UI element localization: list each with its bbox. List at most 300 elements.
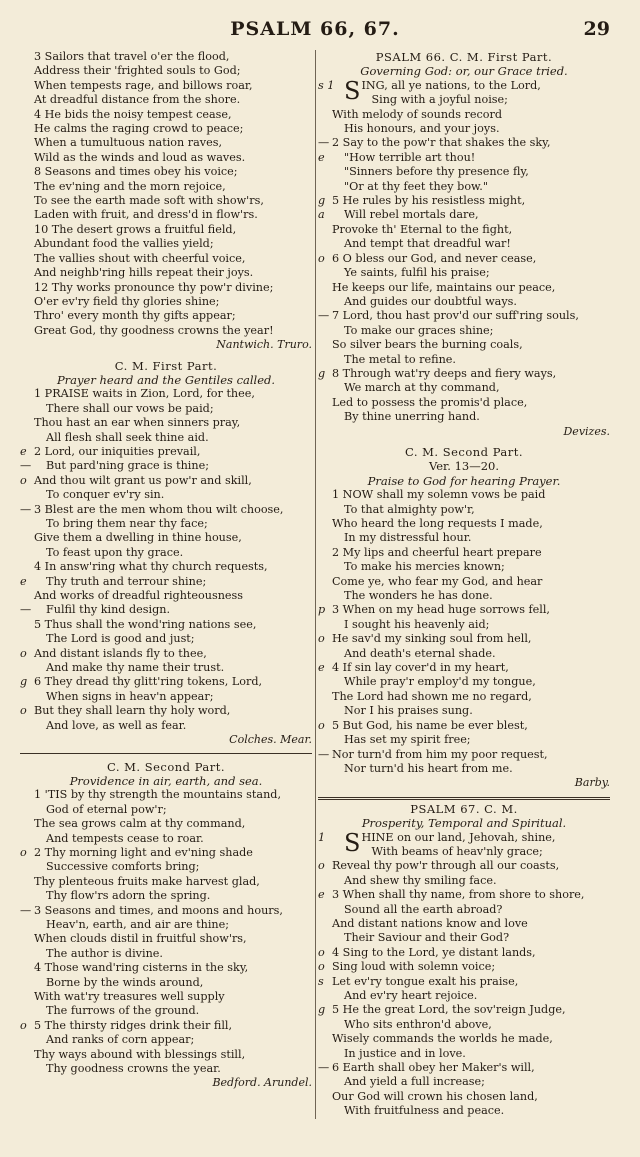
verse-text: 6 They dread thy glitt'ring tokens, Lord,	[34, 675, 263, 689]
verse-line	[20, 122, 312, 136]
verse-line	[20, 575, 312, 589]
hymn-verses	[318, 108, 610, 425]
section-subtitle: Prayer heard and the Gentiles called.	[56, 372, 276, 387]
verse-line	[20, 990, 312, 1004]
verse-text: Ye saints, fulfil his praise;	[344, 266, 490, 280]
verse-text: When clouds distil in fruitful show'rs,	[34, 932, 247, 946]
verse-text: And distant nations know and love	[332, 916, 528, 930]
verse-line	[20, 947, 312, 961]
verse-text: 1 NOW shall my solemn vows be paid	[332, 488, 546, 502]
dynamics-mark: o	[318, 632, 325, 646]
verse-text: 4 Sing to the Lord, ye distant lands,	[332, 945, 536, 959]
verse-line	[318, 396, 610, 410]
verse-text: 1 'TIS by thy strength the mountains stand,	[34, 788, 282, 802]
verse-text: Who heard the long requests I made,	[332, 517, 543, 530]
verse-line	[318, 295, 610, 309]
tune-names: Devizes.	[563, 424, 610, 438]
verse-text: 6 Earth shall obey her Maker's will,	[332, 1061, 535, 1075]
dynamics-mark: a	[318, 208, 325, 222]
psalm-separator	[318, 797, 610, 800]
verse-line	[20, 165, 312, 179]
verse-line	[20, 1004, 312, 1018]
verse-line	[318, 946, 610, 960]
dynamics-mark: —	[20, 459, 32, 473]
tune-names: Barby.	[574, 776, 610, 790]
verse-text: To see the earth made soft with show'rs,	[34, 194, 264, 208]
verse-text: Who sits enthron'd above,	[344, 1017, 492, 1031]
verse-line	[20, 976, 312, 990]
dynamics-mark: g	[20, 675, 28, 689]
verse-line	[318, 888, 610, 902]
verse-text: 8 Through wat'ry deeps and fiery ways,	[332, 366, 557, 380]
verse-line	[20, 546, 312, 560]
dynamics-mark: —	[20, 502, 32, 516]
dynamics-mark: o	[20, 704, 27, 718]
verse-line	[20, 474, 312, 488]
verse-line	[20, 431, 312, 445]
verse-line	[318, 859, 610, 873]
verse-text: We march at thy command,	[344, 381, 500, 395]
verse-line	[318, 1075, 610, 1089]
verse-line	[318, 252, 610, 266]
verse-text: Sing with a joyful noise;	[371, 93, 508, 107]
dynamics-mark: —	[20, 603, 32, 617]
dynamics-mark: g	[318, 1003, 326, 1017]
verse-line	[20, 402, 312, 416]
verse-line	[318, 517, 610, 531]
verse-text: The metal to refine.	[344, 352, 456, 366]
section-rule	[20, 753, 312, 754]
verse-text: 4 He bids the noisy tempest cease,	[34, 107, 232, 121]
verse-text: He calms the raging crowd to peace;	[34, 122, 244, 136]
dynamics-mark: —	[318, 136, 330, 150]
verse-line	[20, 632, 312, 646]
verse-line	[318, 1047, 610, 1061]
verse-text: 4 If sin lay cover'd in my heart,	[332, 661, 509, 675]
verse-line	[20, 661, 312, 675]
verse-line	[318, 632, 610, 646]
verse-line	[318, 1061, 610, 1075]
verse-text: With fruitfulness and peace.	[344, 1104, 505, 1118]
verse-line	[20, 817, 312, 831]
verse-line	[318, 237, 610, 251]
section-heading: C. M. First Part.	[114, 358, 218, 373]
dynamics-mark: o	[20, 646, 27, 660]
verse-line	[20, 252, 312, 266]
dynamics-mark: —	[318, 747, 330, 761]
verse-text: Thy plenteous fruits make harvest glad,	[34, 874, 260, 888]
verse-text: 7 Lord, thou hast prov'd our suff'ring souls,	[332, 309, 579, 323]
verse-text: Heav'n, earth, and air are thine;	[46, 917, 230, 931]
verse-text: 3 When on my head huge sorrows fell,	[332, 603, 550, 617]
verse-line	[20, 904, 312, 918]
verse-line	[20, 459, 312, 473]
verse-text: He sav'd my sinking soul from hell,	[332, 632, 532, 646]
verse-line	[318, 975, 610, 989]
verse-text: 2 Say to the pow'r that shakes the sky,	[332, 136, 551, 150]
verse-text: Their Saviour and their God?	[344, 931, 510, 945]
verse-text: Fulfil thy kind design.	[46, 603, 171, 617]
verse-text: In justice and in love.	[344, 1046, 466, 1060]
verse-line	[318, 661, 610, 675]
tune-names: Bedford. Arundel.	[212, 1076, 312, 1090]
verse-line	[318, 560, 610, 574]
dynamics-mark: e	[318, 888, 325, 902]
dynamics-mark: o	[318, 251, 325, 265]
verse-line	[20, 690, 312, 704]
verse-line	[20, 961, 312, 975]
dynamics-mark: —	[318, 1061, 330, 1075]
verse-text: "Or at thy feet they bow."	[344, 179, 488, 193]
verse-text: 5 He rules by his resistless might,	[332, 194, 526, 208]
verse-text: The wonders he has done.	[344, 589, 493, 603]
verse-text: The author is divine.	[46, 946, 163, 960]
verse-line	[318, 675, 610, 689]
verse-line	[318, 989, 610, 1003]
verse-line	[20, 223, 312, 237]
verse-text: Provoke th' Eternal to the fight,	[332, 222, 513, 236]
verse-text: And make thy name their trust.	[46, 661, 225, 675]
verse-line	[20, 788, 312, 802]
verse-line	[20, 503, 312, 517]
dynamics-mark: g	[318, 194, 326, 208]
verse-text: Sound all the earth abroad?	[344, 902, 503, 916]
dynamics-mark: o	[318, 945, 325, 959]
verse-text: But pard'ning grace is thine;	[46, 459, 209, 473]
dynamics-mark: g	[318, 366, 326, 380]
section-subtitle: Prosperity, Temporal and Spiritual.	[361, 816, 567, 831]
verse-text: And ev'ry heart rejoice.	[344, 989, 478, 1002]
verse-line	[20, 647, 312, 661]
verse-line	[318, 353, 610, 367]
verse-text: 5 Thus shall the wond'ring nations see,	[34, 617, 257, 631]
verse-line	[318, 281, 610, 295]
verse-line	[318, 180, 610, 194]
verse-line	[20, 108, 312, 122]
psalm-65-continued	[20, 50, 312, 338]
verse-text: I sought his heavenly aid;	[344, 617, 490, 631]
verse-line	[20, 79, 312, 93]
verse-text: And neighb'ring hills repeat their joys.	[34, 266, 254, 280]
verse-mark: 1	[318, 830, 326, 844]
verse-text: And yield a full increase;	[344, 1075, 485, 1089]
verse-text: By thine unerring hand.	[344, 410, 480, 424]
verse-line	[318, 719, 610, 733]
verse-text: ING, all ye nations, to the Lord,	[361, 78, 541, 92]
column-divider	[315, 50, 316, 1119]
verse-line	[318, 874, 610, 888]
dynamics-mark: s	[318, 974, 324, 988]
dynamics-mark: o	[318, 718, 325, 732]
verse-line	[318, 575, 610, 589]
verse-line	[20, 589, 312, 603]
verse-text: While pray'r employ'd my tongue,	[344, 675, 536, 689]
verse-text: Thy truth and terrour shine;	[46, 574, 207, 588]
section-heading: C. M. Second Part.	[106, 759, 226, 774]
verse-text: 2 Lord, our iniquities prevail,	[34, 444, 201, 458]
verse-text: Wisely commands the worlds he made,	[332, 1032, 553, 1046]
verse-text: Will rebel mortals dare,	[344, 208, 479, 222]
verse-text: And shew thy smiling face.	[344, 873, 497, 887]
drop-cap-line	[318, 828, 610, 860]
verse-text: 12 Thy works pronounce thy pow'r divine;	[34, 280, 274, 294]
verse-text: 5 But God, his name be ever blest,	[332, 718, 528, 732]
verse-line	[20, 704, 312, 718]
verse-text: "How terrible art thou!	[344, 150, 476, 164]
verse-line	[318, 367, 610, 381]
verse-line	[318, 618, 610, 632]
verse-text: With melody of sounds record	[332, 107, 502, 121]
verse-text: To bring them near thy face;	[46, 517, 208, 530]
verse-text: 3 Seasons and times, and moons and hours,	[34, 903, 283, 917]
verse-line	[318, 748, 610, 762]
verse-text: O'er ev'ry field thy glories shine;	[34, 294, 220, 308]
verse-text: And guides our doubtful ways.	[344, 294, 517, 308]
verse-text: And tempt that dreadful war!	[344, 237, 511, 251]
dynamics-mark: o	[20, 473, 27, 487]
verse-text: 8 Seasons and times obey his voice;	[34, 165, 238, 179]
verse-line	[318, 1032, 610, 1046]
left-column	[20, 50, 312, 1119]
verse-text: The furrows of the ground.	[46, 1004, 200, 1018]
verse-line	[318, 690, 610, 704]
verse-text: Our God will crown his chosen land,	[332, 1089, 538, 1103]
verse-text: To conquer ev'ry sin.	[46, 488, 165, 502]
verse-line	[20, 194, 312, 208]
verse-line	[20, 618, 312, 632]
verse-line	[20, 719, 312, 733]
verse-line	[20, 50, 312, 64]
verse-line	[20, 1048, 312, 1062]
verse-text: But they shall learn thy holy word,	[34, 704, 231, 718]
dynamics-mark: —	[20, 903, 32, 917]
verse-mark: s 1	[318, 78, 335, 92]
verse-text: 4 Those wand'ring cisterns in the sky,	[34, 961, 249, 975]
tune-names: Colches. Mear.	[229, 733, 312, 747]
verse-line	[20, 309, 312, 323]
verse-text: And ranks of corn appear;	[46, 1033, 195, 1047]
page-header	[20, 16, 610, 44]
verse-text: Abundant food the vallies yield;	[34, 237, 214, 251]
verse-line	[20, 93, 312, 107]
psalm-heading: PSALM 66. C. M. First Part.	[375, 50, 553, 64]
verse-text: Thro' every month thy gifts appear;	[34, 309, 236, 323]
verse-line	[318, 324, 610, 338]
verse-text: Thy ways abound with blessings still,	[34, 1047, 246, 1061]
tune-names: Nantwich. Truro.	[216, 338, 312, 352]
verse-line	[318, 603, 610, 617]
verse-text: 2 Thy morning light and ev'ning shade	[34, 845, 253, 859]
verse-text: HINE on our land, Jehovah, shine,	[361, 830, 556, 844]
verse-line	[318, 122, 610, 136]
verse-line	[318, 488, 610, 502]
verse-text: In my distressful hour.	[344, 531, 472, 545]
dynamics-mark: e	[318, 150, 325, 164]
verse-line	[20, 237, 312, 251]
verse-text: Let ev'ry tongue exalt his praise,	[332, 974, 519, 988]
verse-line	[20, 488, 312, 502]
verse-line	[20, 151, 312, 165]
verse-text: 3 When shall thy name, from shore to shore,	[332, 888, 585, 902]
dynamics-mark: e	[20, 574, 27, 588]
verse-text: 10 The desert grows a fruitful field,	[34, 222, 237, 236]
verse-line	[318, 1003, 610, 1017]
verse-text: And love, as well as fear.	[46, 718, 187, 732]
verse-text: 2 My lips and cheerful heart prepare	[332, 545, 542, 559]
verse-line	[20, 416, 312, 430]
verse-line	[20, 295, 312, 309]
verse-line	[20, 281, 312, 295]
verse-line	[318, 917, 610, 931]
verse-line	[318, 136, 610, 150]
psalm-heading: PSALM 67. C. M.	[410, 801, 518, 816]
verse-text: And tempests cease to roar.	[46, 831, 204, 845]
verse-line	[318, 381, 610, 395]
verse-text: The vallies shout with cheerful voice,	[34, 251, 246, 265]
verse-text: There shall our vows be paid;	[46, 401, 214, 415]
drop-cap-letter: S	[344, 828, 361, 857]
verse-text: Borne by the winds around,	[46, 975, 204, 989]
verse-line	[318, 1018, 610, 1032]
dynamics-mark: o	[318, 960, 325, 974]
verse-text: Thou hast an ear when sinners pray,	[34, 416, 241, 430]
verse-line	[20, 918, 312, 932]
verse-text: The ev'ning and the morn rejoice,	[34, 179, 226, 193]
verse-line	[318, 1104, 610, 1118]
verse-line	[20, 875, 312, 889]
section-subtitle: Governing God: or, our Grace tried.	[360, 64, 568, 79]
verse-line	[20, 603, 312, 617]
verse-text: With wat'ry treasures well supply	[34, 990, 225, 1003]
verse-text: 5 The thirsty ridges drink their fill,	[34, 1018, 233, 1032]
verse-line	[20, 136, 312, 150]
verse-line	[20, 846, 312, 860]
verse-text: Laden with fruit, and dress'd in flow'rs.	[34, 208, 258, 222]
verse-line	[318, 108, 610, 122]
verse-text: And distant islands fly to thee,	[34, 646, 207, 660]
verse-line	[318, 309, 610, 323]
verse-text: Wild as the winds and loud as waves.	[34, 150, 246, 164]
verse-line	[318, 733, 610, 747]
verse-line	[20, 675, 312, 689]
verse-text: Great God, thy goodness crowns the year!	[34, 323, 274, 337]
verse-text: Led to possess the promis'd place,	[332, 395, 528, 409]
page-number: 29	[583, 18, 610, 40]
verse-line	[318, 931, 610, 945]
running-title: PSALM 66, 67.	[230, 18, 400, 40]
verse-text: 6 O bless our God, and never cease,	[332, 251, 537, 265]
section-subtitle: Providence in air, earth, and sea.	[69, 773, 263, 788]
verse-text: When a tumultuous nation raves,	[34, 136, 223, 150]
verse-line	[20, 324, 312, 338]
verse-line	[318, 165, 610, 179]
verse-line	[318, 1090, 610, 1104]
verse-line	[20, 517, 312, 531]
dynamics-mark: p	[318, 603, 326, 617]
right-column	[318, 50, 610, 1119]
verse-text: When signs in heav'n appear;	[46, 689, 214, 703]
verse-text: The Lord is good and just;	[46, 632, 195, 646]
verse-text: Has set my spirit free;	[344, 733, 471, 747]
verse-line	[20, 1019, 312, 1033]
verse-line	[318, 903, 610, 917]
verse-line	[20, 180, 312, 194]
verse-line	[318, 647, 610, 661]
verse-line	[20, 64, 312, 78]
verse-text: To make our graces shine;	[344, 323, 494, 337]
verse-line	[318, 546, 610, 560]
verse-text: All flesh shall seek thine aid.	[46, 430, 209, 444]
verse-text: When tempests rage, and billows roar,	[34, 78, 253, 92]
verse-text: Give them a dwelling in thine house,	[34, 531, 242, 545]
dynamics-mark: e	[318, 661, 325, 675]
verse-line	[20, 208, 312, 222]
verse-text: So silver bears the burning coals,	[332, 338, 523, 352]
verse-line	[20, 832, 312, 846]
dynamics-mark: o	[20, 845, 27, 859]
dynamics-mark: o	[20, 1018, 27, 1032]
verse-line	[318, 960, 610, 974]
drop-cap-line	[318, 76, 610, 108]
verse-text: Thy goodness crowns the year.	[46, 1062, 221, 1076]
verse-text: God of eternal pow'r;	[46, 802, 167, 816]
verse-text: Reveal thy pow'r through all our coasts,	[332, 859, 560, 873]
verse-line	[318, 338, 610, 352]
verse-line	[20, 1062, 312, 1076]
verse-line	[20, 445, 312, 459]
verse-text: Nor I his praises sung.	[344, 704, 473, 718]
verse-text: With beams of heav'nly grace;	[371, 844, 543, 858]
verse-text: The Lord had shown me no regard,	[332, 689, 532, 703]
verse-text: 3 Blest are the men whom thou wilt choose,	[34, 502, 284, 516]
verse-text: To that almighty pow'r,	[344, 502, 475, 516]
verse-line	[20, 266, 312, 280]
verse-text: And death's eternal shade.	[344, 646, 496, 660]
section-subtitle: Praise to God for hearing Prayer.	[367, 473, 561, 488]
verse-line	[318, 223, 610, 237]
dynamics-mark: —	[318, 309, 330, 323]
verse-line	[318, 531, 610, 545]
verse-text: Come ye, who fear my God, and hear	[332, 574, 543, 588]
verse-line	[20, 531, 312, 545]
verse-text: Nor turn'd his heart from me.	[344, 761, 513, 775]
verse-text: 4 In answ'ring what thy church requests,	[34, 560, 268, 574]
verse-text: To feast upon thy grace.	[46, 545, 184, 559]
drop-cap-letter: S	[344, 76, 361, 105]
verse-text: 3 Sailors that travel o'er the flood,	[34, 50, 230, 63]
dynamics-mark: e	[20, 444, 27, 458]
verse-range: Ver. 13—20.	[428, 459, 500, 474]
verse-text: And thou wilt grant us pow'r and skill,	[34, 473, 252, 487]
verse-text: Sing loud with solemn voice;	[332, 960, 496, 974]
verse-line	[318, 589, 610, 603]
verse-line	[318, 704, 610, 718]
verse-line	[318, 503, 610, 517]
verse-line	[318, 410, 610, 424]
section-heading: C. M. Second Part.	[404, 444, 524, 459]
verse-text: To make his mercies known;	[344, 560, 505, 574]
verse-line	[318, 151, 610, 165]
dynamics-mark: o	[318, 859, 325, 873]
verse-line	[318, 194, 610, 208]
verse-text: At dreadful distance from the shore.	[34, 93, 241, 107]
verse-line	[20, 860, 312, 874]
verse-text: "Sinners before thy presence fly,	[344, 165, 529, 179]
verse-line	[318, 266, 610, 280]
verse-text: He keeps our life, maintains our peace,	[332, 280, 556, 294]
verse-line	[20, 932, 312, 946]
verse-line	[20, 1033, 312, 1047]
